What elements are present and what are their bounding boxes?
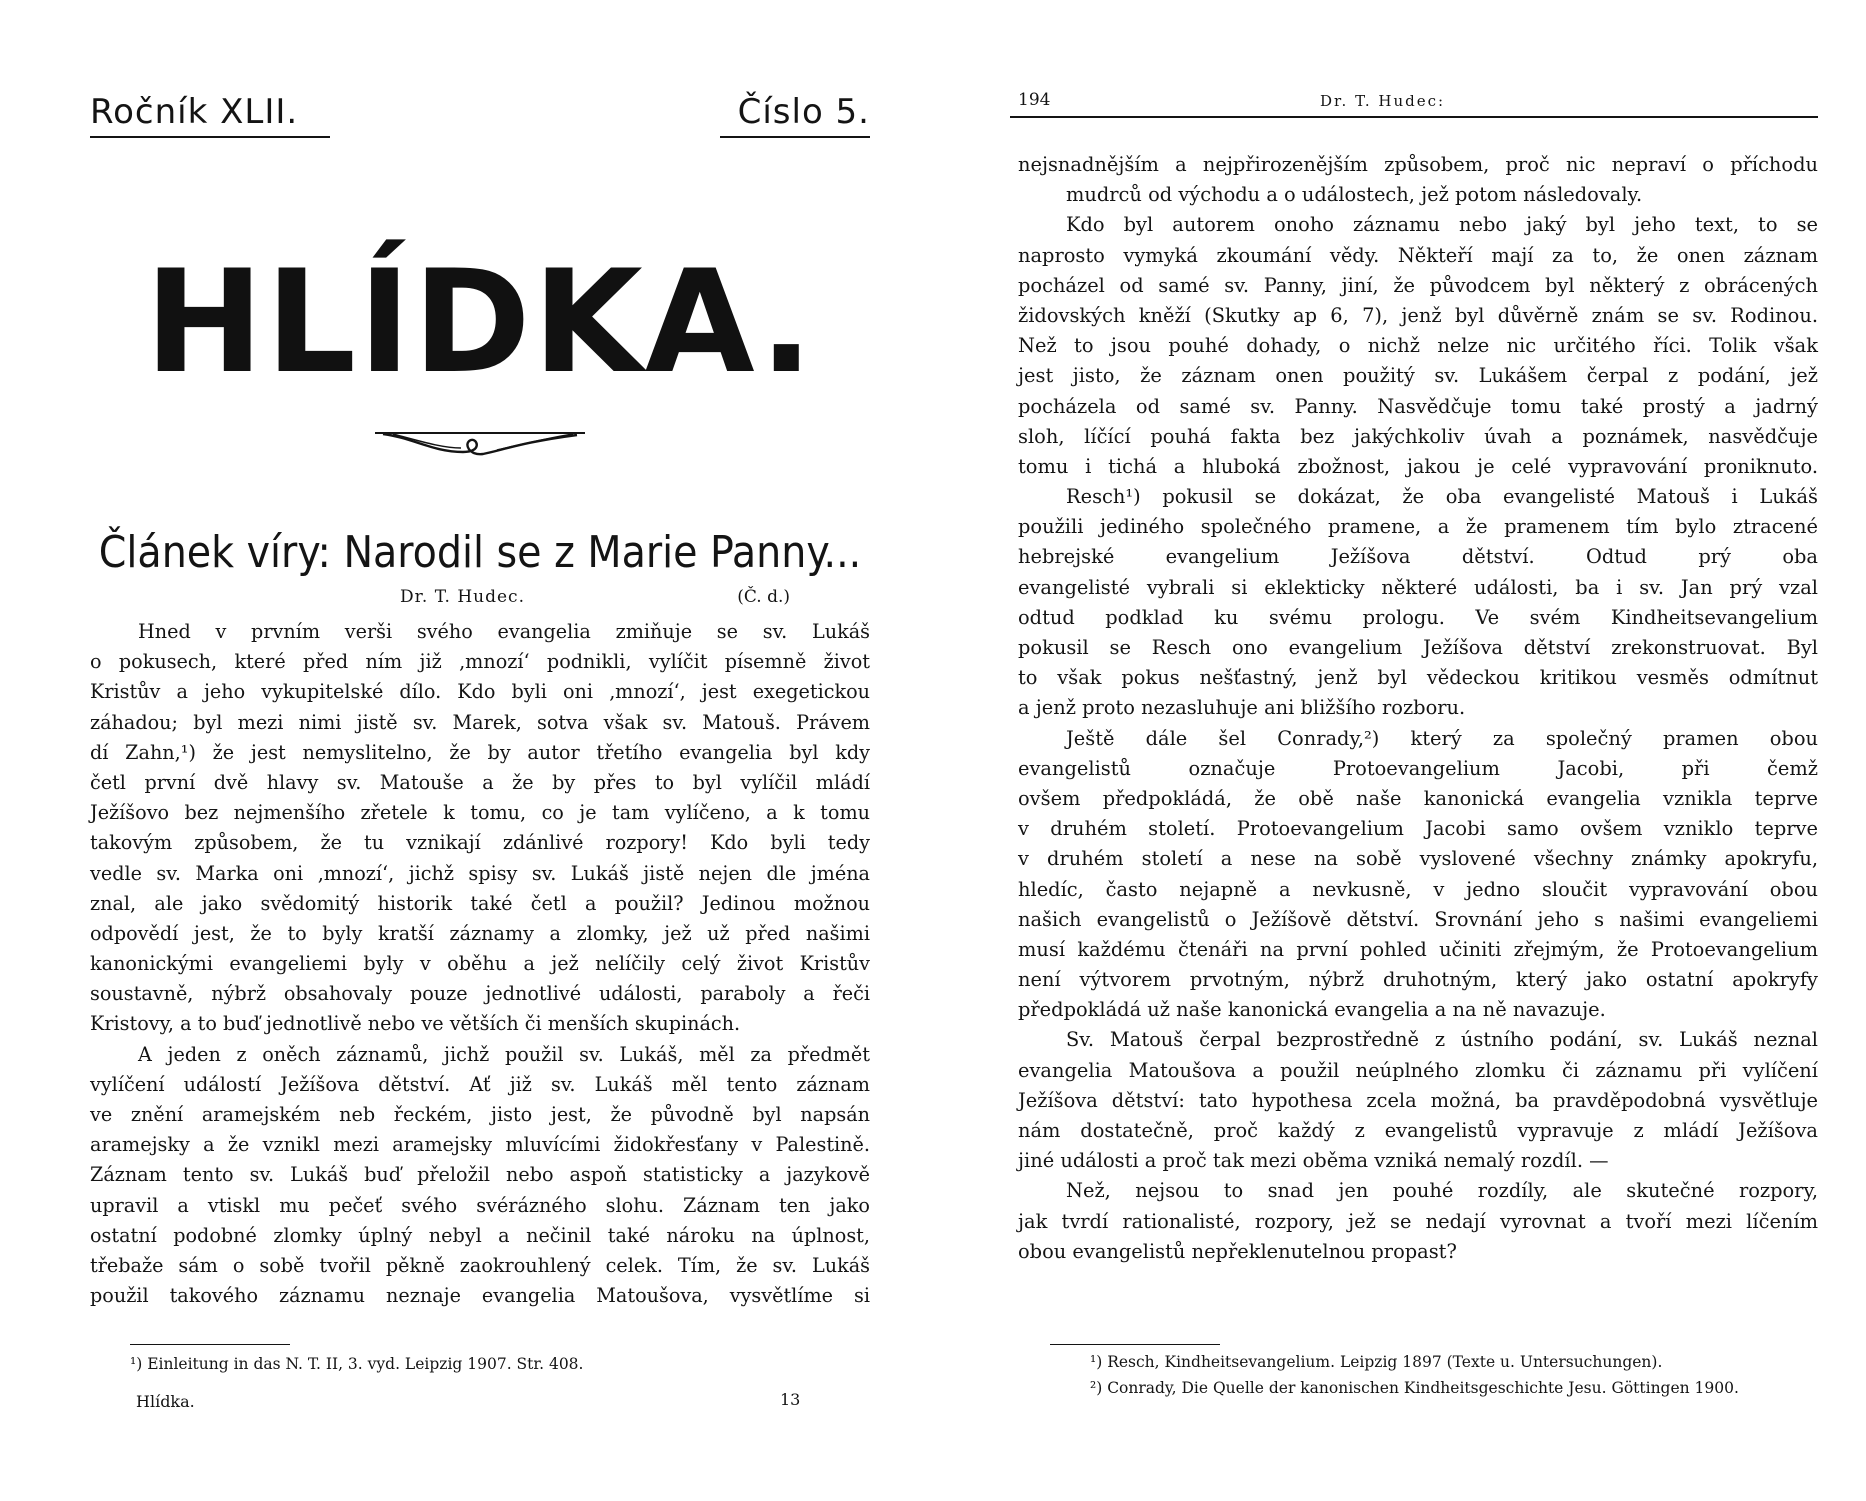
text-line: třebaže sám o sobě tvořil pěkně zaokrouhlený celek. Tím, že sv. Lukáš — [90, 1253, 870, 1277]
text-line: vedle sv. Marka oni ‚mnozí‘, jichž spisy sv. Lukáš jistě nejen dle jména — [90, 861, 870, 885]
footnote-rule — [1050, 1344, 1220, 1345]
issue-label: Číslo 5. — [720, 92, 870, 138]
volume-label: Ročník XLII. — [90, 92, 330, 138]
footnote: ¹) Resch, Kindheitsevangelium. Leipzig 1897 (Texte u. Untersuchungen). — [1090, 1353, 1663, 1371]
text-line: obou evangelistů nepřeklenutelnou propast? — [1018, 1239, 1457, 1263]
text-line: to však pokus nešťastný, jenž byl vědeckou kritikou vesměs odmítnut — [1018, 666, 1818, 690]
text-line: nejsnadnějším a nejpřirozenějším způsobem, proč nic nepraví o příchodu — [1018, 153, 1818, 176]
text-line: takovým způsobem, že tu vznikají zdánlivé rozpory! Kdo byli tedy — [90, 831, 870, 855]
text-line: kanonickými evangeliemi byly v oběhu a jež nelíčily celý život Kristův — [90, 952, 870, 976]
text-line: předpokládá už naše kanonická evangelia a na ně navazuje. — [1018, 998, 1606, 1022]
journal-title: HLÍDKA. — [144, 240, 816, 405]
continued-note: (Č. d.) — [737, 587, 790, 607]
text-line: odpovědí jest, že to byly kratší záznamy a zlomky, jež už před našimi — [90, 921, 870, 945]
ornament-divider — [373, 428, 587, 462]
text-line: Ježíšova dětství: tato hypothesa zcela možná, ba pravděpodobná vysvětluje — [1018, 1088, 1818, 1112]
text-line: ostatní podobné zlomky úplný nebyl a nečinil také nároku na úplnost, — [90, 1223, 870, 1247]
text-line: použil takového záznamu neznaje evangelia Matoušova, vysvětlíme si — [90, 1284, 870, 1308]
text-line: použili jediného společného pramene, a že pramenem tím bylo ztracené — [1018, 515, 1818, 539]
text-line: evangelia Matoušova a použil neúplného zlomku či záznamu při vylíčení — [1018, 1058, 1818, 1082]
text-line: jiné události a proč tak mezi oběma vzniká nemalý rozdíl. — — [1018, 1149, 1609, 1173]
text-line: pocházel od samé sv. Panny, jiní, že původcem byl některý z obrácených — [1018, 273, 1818, 297]
page-number: 194 — [1018, 90, 1051, 110]
text-line: jak tvrdí rationalisté, rozpory, jež se nedají vyrovnat a tvoří mezi líčením — [1018, 1209, 1818, 1233]
text-line: židovských kněží (Skutky ap 6, 7), jenž byl důvěrně znám se sv. Rodinou. — [1018, 303, 1818, 327]
footnote-rule — [130, 1344, 290, 1345]
text-line: evangelisté vybrali si eklekticky některé události, ba i sv. Jan prý vzal — [1018, 575, 1818, 599]
text-line: odtud podklad ku svému prologu. Ve svém Kindheitsevangelium — [1018, 605, 1818, 629]
author-name: Dr. T. Hudec. — [400, 587, 525, 607]
text-line: upravil a vtiskl mu pečeť svého svérázného slohu. Záznam ten jako — [90, 1193, 870, 1217]
text-line: vylíčení událostí Ježíšova dětství. Ať již sv. Lukáš měl tento záznam — [90, 1072, 870, 1096]
left-body-text — [90, 617, 870, 1311]
byline — [90, 585, 870, 609]
footnote: ²) Conrady, Die Quelle der kanonischen Kindheitsgeschichte Jesu. Göttingen 1900. — [1090, 1379, 1739, 1397]
text-line: četl první dvě hlavy sv. Matouše a že by přes to byl vylíčil mládí — [90, 770, 870, 794]
text-line: dí Zahn,¹) že jest nemyslitelno, že by autor třetího evangelia byl kdy — [90, 740, 870, 764]
text-line: Než to jsou pouhé dohady, o nichž nelze nic určitého říci. Tolik však — [1018, 334, 1818, 358]
text-line: v druhém století a nese na sobě vyslovené všechny známky apokryfu, — [1018, 847, 1818, 871]
text-line: Ježíšovo bez nejmenšího zřetele k tomu, co je tam vylíčeno, a k tomu — [90, 801, 870, 825]
text-line: evangelistů označuje Protoevangelium Jacobi, při čemž — [1018, 756, 1818, 780]
text-line: aramejsky a že vznikl mezi aramejsky mluvícími židokřesťany v Palestině. — [90, 1133, 870, 1157]
text-line: pokusil se Resch ono evangelium Ježíšova dětství zrekonstruovat. Byl — [1018, 636, 1818, 659]
text-line: Záznam tento sv. Lukáš buď přeložil nebo aspoň statisticky a jazykově — [90, 1163, 870, 1187]
text-line: ovšem předpokládá, že obě naše kanonická evangelia vznikla teprve — [1018, 786, 1818, 810]
text-line: záhadou; byl mezi nimi jistě sv. Marek, sotva však sv. Matouš. Právem — [90, 710, 870, 734]
text-line: mudrců od východu a o událostech, jež potom následovaly. — [1066, 183, 1643, 207]
text-line: pocházela od samé sv. Panny. Nasvědčuje tomu také prostý a jadrný — [1018, 394, 1818, 418]
text-line: ve znění aramejském neb řeckém, jisto jest, že původně byl napsán — [90, 1103, 870, 1126]
running-head-author: Dr. T. Hudec: — [1320, 92, 1446, 110]
text-line: Kristův a jeho vykupitelské dílo. Kdo byli oni ‚mnozí‘, jest exegetickou — [90, 680, 870, 704]
masthead — [90, 92, 870, 142]
text-line: našich evangelistů o Ježíšově dětství. Srovnání jeho s našimi evangeliemi — [1018, 907, 1818, 931]
footer-journal-name: Hlídka. — [136, 1392, 195, 1411]
text-line: nám dostatečně, proč každý z evangelistů vypravuje z mládí Ježíšova — [1018, 1119, 1818, 1142]
text-line: a jenž proto nezasluhuje ani bližšího rozboru. — [1018, 696, 1466, 720]
text-line: sloh, líčící pouhá fakta bez jakýchkoliv úvah a poznámek, nasvědčuje — [1018, 424, 1818, 448]
footnote: ¹) Einleitung in das N. T. II, 3. vyd. Leipzig 1907. Str. 408. — [130, 1355, 584, 1373]
text-line: znal, ale jako svědomitý historik také četl a použil? Jedinou možnou — [90, 891, 870, 915]
page-number: 13 — [780, 1390, 801, 1409]
text-line: Kristovy, a to buď jednotlivě nebo ve větších či menších skupinách. — [90, 1012, 741, 1036]
text-line: Než, nejsou to snad jen pouhé rozdíly, ale skutečné rozpory, — [1066, 1179, 1818, 1203]
article-title: Článek víry: Narodil se z Marie Panny... — [98, 527, 862, 578]
text-line: v druhém století. Protoevangelium Jacobi samo ovšem vzniklo teprve — [1018, 817, 1818, 841]
text-line: není výtvorem prvotným, nýbrž druhotným, který jako ostatní apokryfy — [1018, 968, 1818, 992]
text-line: soustavně, nýbrž obsahovaly pouze jednotlivé události, paraboly a řeči — [90, 982, 870, 1006]
text-line: jest jisto, že záznam onen použitý sv. Lukášem čerpal z podání, jež — [1018, 364, 1818, 388]
text-line: hebrejské evangelium Ježíšova dětství. Odtud prý oba — [1018, 545, 1818, 569]
text-line: Resch¹) pokusil se dokázat, že oba evangelisté Matouš i Lukáš — [1066, 485, 1818, 509]
text-line: Sv. Matouš čerpal bezprostředně z ústního podání, sv. Lukáš neznal — [1066, 1028, 1818, 1052]
text-line: hledíc, často nejapně a nevkusně, v jedno sloučit vypravování obou — [1018, 877, 1818, 901]
right-body-text — [1018, 150, 1818, 1267]
text-line: A jeden z oněch záznamů, jichž použil sv. Lukáš, měl za předmět — [138, 1042, 870, 1066]
text-line: Ještě dále šel Conrady,²) který za společný pramen obou — [1066, 726, 1818, 750]
text-line: o pokusech, které před ním již ‚mnozí‘ podnikli, vylíčit písemně život — [90, 650, 870, 674]
text-line: naprosto vymyká zkoumání vědy. Někteří mají za to, že onen záznam — [1018, 243, 1818, 267]
text-line: tomu i tichá a hluboká zbožnost, jakou je celé vypravování proniknuto. — [1018, 454, 1818, 478]
text-line: musí každému čtenáři na první pohled učiniti zřejmým, že Protoevangelium — [1018, 937, 1818, 961]
text-line: Hned v prvním verši svého evangelia zmiňuje se sv. Lukáš — [138, 620, 870, 643]
running-head — [1010, 90, 1818, 118]
text-line: Kdo byl autorem onoho záznamu nebo jaký byl jeho text, to se — [1066, 213, 1818, 237]
